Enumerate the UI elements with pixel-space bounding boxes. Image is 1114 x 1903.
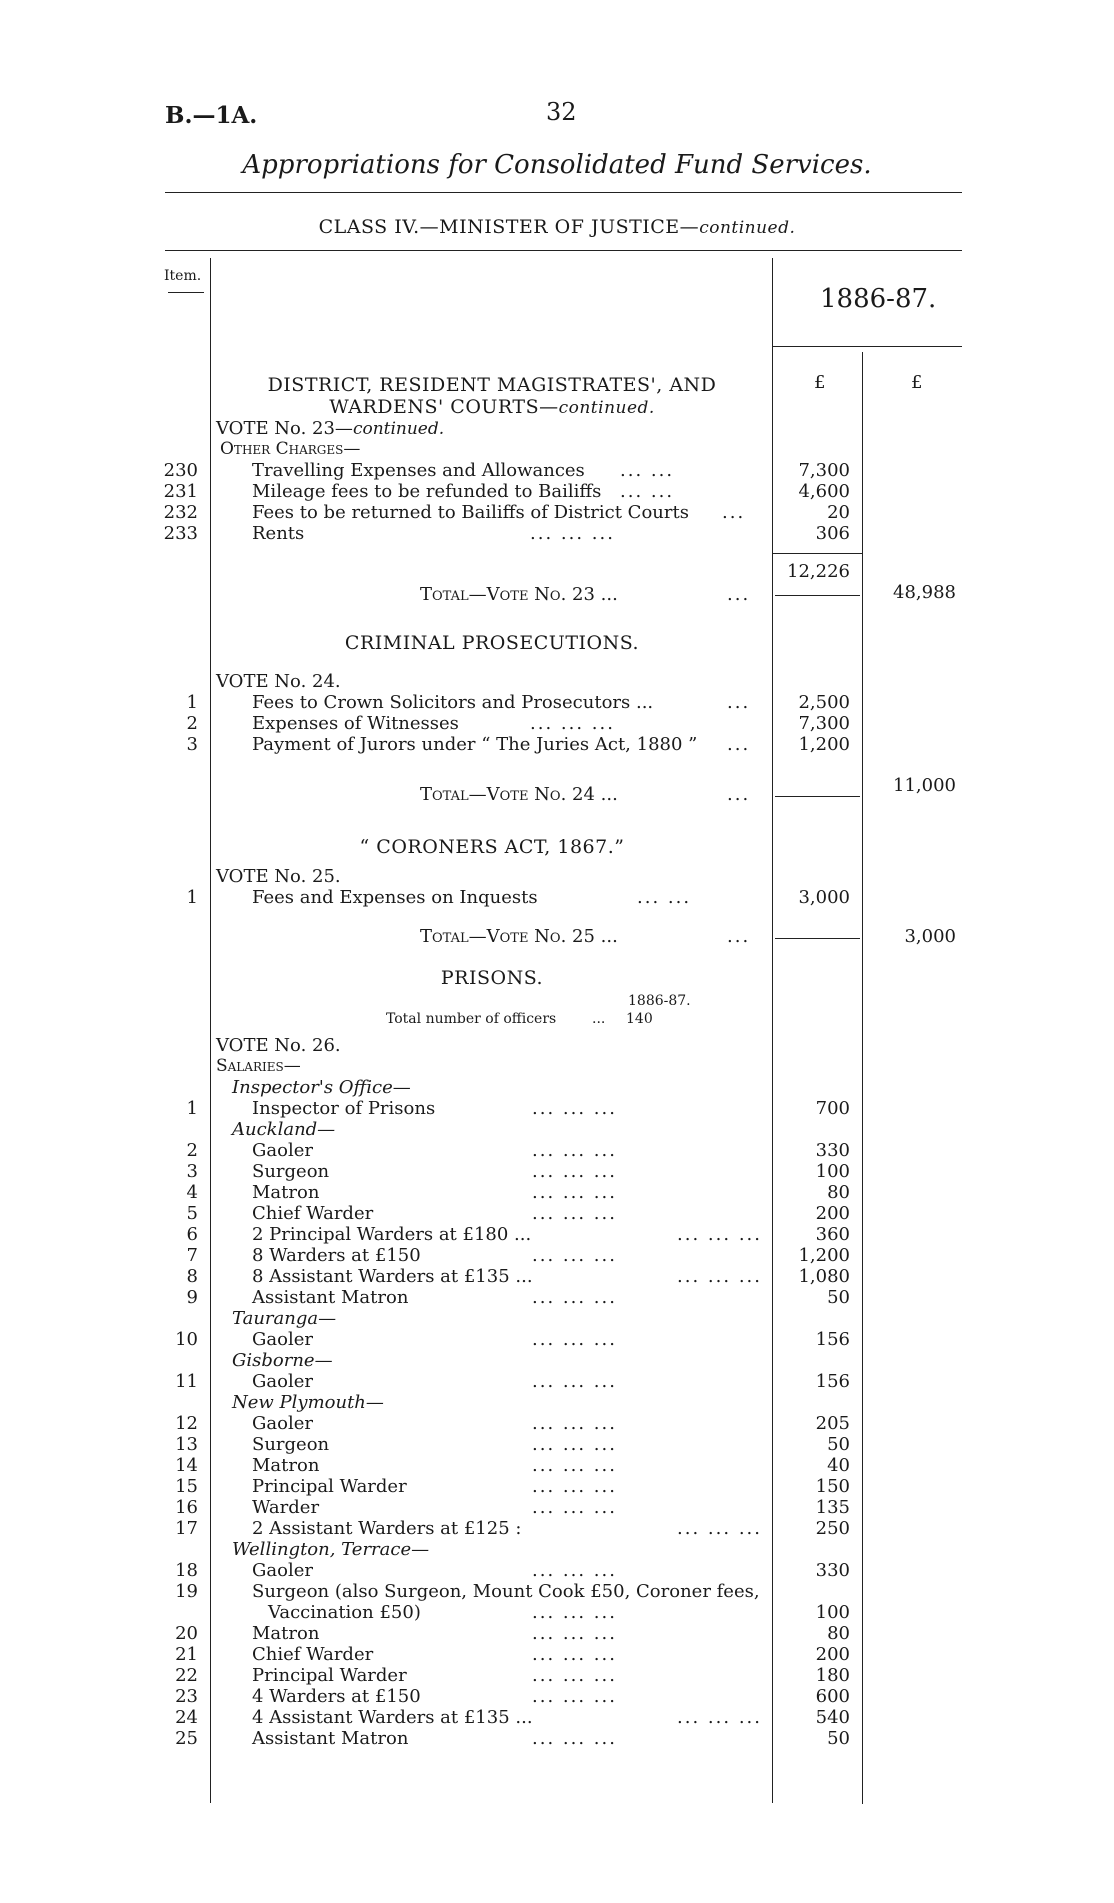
leader-dots: ... ... [637, 887, 692, 908]
item-amount: 156 [815, 1329, 850, 1350]
vote-23-total: 48,988 [893, 582, 956, 603]
item-amount: 156 [815, 1371, 850, 1392]
item-description: 4 Warders at £150 [252, 1686, 421, 1707]
leader-dots: ... ... ... [532, 1476, 617, 1497]
item-number: 1 [186, 1098, 198, 1119]
prisons-heading: PRISONS. [440, 967, 544, 989]
item-amount: 100 [815, 1602, 850, 1623]
table-row [0, 1644, 1114, 1665]
item-number: 21 [175, 1644, 198, 1665]
item-number: 11 [175, 1371, 198, 1392]
item-description: 8 Assistant Warders at £135 ... [252, 1266, 533, 1287]
subtotal-underline [775, 595, 860, 596]
item-number: 230 [163, 460, 198, 481]
table-row [0, 1203, 1114, 1224]
leader-dots: ... ... ... [532, 1623, 617, 1644]
leader-dots: ... ... ... [532, 1686, 617, 1707]
table-row [0, 1161, 1114, 1182]
item-description: Travelling Expenses and Allowances [252, 460, 585, 481]
group-auckland: Auckland— [232, 1119, 336, 1140]
document-code: B.—1A. [165, 102, 258, 129]
subtotal-rule [772, 553, 862, 554]
leader-dots: ... ... ... [532, 1329, 617, 1350]
item-amount: 1,080 [798, 1266, 850, 1287]
item-description: Assistant Matron [252, 1287, 409, 1308]
table-row [0, 1707, 1114, 1728]
page-title: Appropriations for Consolidated Fund Services. [242, 150, 872, 180]
leader-dots: ... ... ... [530, 523, 615, 544]
item-description: Gaoler [252, 1413, 313, 1434]
item-number: 10 [175, 1329, 198, 1350]
table-row [0, 502, 1114, 523]
table-row [0, 1413, 1114, 1434]
table-row [0, 1560, 1114, 1581]
year-header-rule [772, 346, 962, 347]
item-amount: 50 [827, 1728, 850, 1749]
item-number: 17 [175, 1518, 198, 1539]
table-row [0, 692, 1114, 713]
item-number: 14 [175, 1455, 198, 1476]
item-description: Principal Warder [252, 1665, 407, 1686]
table-row [0, 1728, 1114, 1749]
item-description: Gaoler [252, 1140, 313, 1161]
item-number: 22 [175, 1665, 198, 1686]
table-row [0, 460, 1114, 481]
leader-dots: ... ... ... [532, 1455, 617, 1476]
item-number: 1 [186, 692, 198, 713]
table-row [0, 1602, 1114, 1623]
item-description: Rents [252, 523, 305, 544]
item-amount: 40 [827, 1455, 850, 1476]
item-amount: 1,200 [798, 734, 850, 755]
item-amount: 50 [827, 1434, 850, 1455]
leader-dots: ... ... ... [530, 713, 615, 734]
item-number: 20 [175, 1623, 198, 1644]
item-description: Matron [252, 1182, 320, 1203]
table-row [0, 1266, 1114, 1287]
group-new-plymouth: New Plymouth— [232, 1392, 384, 1413]
leader-dots: ... ... ... [532, 1497, 617, 1518]
item-amount: 1,200 [798, 1245, 850, 1266]
table-row [0, 887, 1114, 908]
leader-dots: ... [727, 692, 751, 713]
item-description: Mileage fees to be refunded to Bailiffs [252, 481, 602, 502]
item-amount: 306 [815, 523, 850, 544]
leader-dots: ... ... ... [532, 1287, 617, 1308]
salaries-label: Salaries— [216, 1056, 301, 1076]
leader-dots: ... ... ... [532, 1161, 617, 1182]
item-column-header: Item. [164, 268, 202, 284]
item-number: 15 [175, 1476, 198, 1497]
item-number: 2 [186, 1140, 198, 1161]
item-amount: 200 [815, 1644, 850, 1665]
courts-heading-line1: DISTRICT, RESIDENT MAGISTRATES', AND [267, 374, 717, 396]
item-description: Matron [252, 1455, 320, 1476]
item-number: 232 [163, 502, 198, 523]
leader-dots: ... ... ... [677, 1224, 762, 1245]
item-description: Fees to Crown Solicitors and Prosecutors ... [252, 692, 654, 713]
leader-dots: ... ... ... [532, 1560, 617, 1581]
table-row [0, 1434, 1114, 1455]
item-description: Payment of Jurors under “ The Juries Act, 1880 ” [252, 734, 698, 755]
leader-dots: ... ... ... [532, 1245, 617, 1266]
table-row [0, 1581, 1114, 1602]
item-description: Principal Warder [252, 1476, 407, 1497]
table-row [0, 1455, 1114, 1476]
item-number: 18 [175, 1560, 198, 1581]
item-number: 25 [175, 1728, 198, 1749]
item-description: Fees to be returned to Bailiffs of District Courts [252, 502, 689, 523]
item-number: 19 [175, 1581, 198, 1602]
vote-24-label: VOTE No. 24. [216, 671, 341, 692]
leader-dots: ... ... ... [532, 1140, 617, 1161]
table-row [0, 1182, 1114, 1203]
item-amount: 20 [827, 502, 850, 523]
other-charges-label: Other Charges— [220, 439, 361, 459]
table-row [0, 1287, 1114, 1308]
vote-23-subtotal: 12,226 [787, 561, 850, 582]
item-number: 4 [186, 1182, 198, 1203]
item-description: Warder [252, 1497, 320, 1518]
item-header-underline [168, 292, 204, 293]
item-description: Gaoler [252, 1371, 313, 1392]
item-amount: 2,500 [798, 692, 850, 713]
leader-dots: ... [727, 734, 751, 755]
item-number: 16 [175, 1497, 198, 1518]
officers-label: Total number of officers [386, 1011, 557, 1027]
table-row [0, 1518, 1114, 1539]
table-row [0, 1245, 1114, 1266]
group-gisborne: Gisborne— [232, 1350, 333, 1371]
item-description: 2 Assistant Warders at £125 : [252, 1518, 522, 1539]
item-amount: 80 [827, 1182, 850, 1203]
item-number: 1 [186, 887, 198, 908]
table-row [0, 1329, 1114, 1350]
item-amount: 360 [815, 1224, 850, 1245]
officers-year: 1886-87. [628, 993, 691, 1009]
courts-heading-line2: WARDENS' COURTS—continued. [329, 396, 655, 418]
item-number: 12 [175, 1413, 198, 1434]
item-description: Expenses of Witnesses [252, 713, 459, 734]
item-description: Surgeon [252, 1161, 330, 1182]
table-row [0, 1623, 1114, 1644]
item-amount: 7,300 [798, 460, 850, 481]
table-row [0, 481, 1114, 502]
item-description: Gaoler [252, 1560, 313, 1581]
item-number: 6 [186, 1224, 198, 1245]
leader-dots: ... ... ... [532, 1413, 617, 1434]
item-amount: 250 [815, 1518, 850, 1539]
leader-dots: ... ... [620, 460, 675, 481]
table-row [0, 1686, 1114, 1707]
item-number: 7 [186, 1245, 198, 1266]
item-amount: 4,600 [798, 481, 850, 502]
item-description: Surgeon [252, 1434, 330, 1455]
item-description: Vaccination £50) [268, 1602, 421, 1623]
group-inspector: Inspector's Office— [232, 1077, 411, 1098]
leader-dots: ... ... ... [532, 1203, 617, 1224]
item-amount: 330 [815, 1140, 850, 1161]
item-description: Surgeon (also Surgeon, Mount Cook £50, Coroner fees, [252, 1581, 760, 1602]
leader-dots: ... ... ... [677, 1707, 762, 1728]
item-description: Fees and Expenses on Inquests [252, 887, 538, 908]
table-row [0, 1665, 1114, 1686]
vote-24-total-label: Total—Vote No. 24 ... [420, 784, 618, 805]
item-number: 23 [175, 1686, 198, 1707]
vote-23-total-label: Total—Vote No. 23 ... [420, 584, 618, 605]
class-title: CLASS IV.—MINISTER OF JUSTICE—continued. [318, 216, 796, 238]
item-description: 8 Warders at £150 [252, 1245, 421, 1266]
table-row [0, 1371, 1114, 1392]
vote-24-total-dots: ... [727, 784, 751, 805]
page-number: 32 [546, 98, 577, 126]
vote-25-label: VOTE No. 25. [216, 866, 341, 887]
leader-dots: ... ... ... [532, 1371, 617, 1392]
table-row [0, 1098, 1114, 1119]
item-description: Inspector of Prisons [252, 1098, 436, 1119]
leader-dots: ... ... ... [532, 1182, 617, 1203]
item-number: 8 [186, 1266, 198, 1287]
leader-dots: ... ... [620, 481, 675, 502]
item-amount: 3,000 [798, 887, 850, 908]
officers-count: 140 [626, 1011, 653, 1027]
item-amount: 205 [815, 1413, 850, 1434]
item-description: Gaoler [252, 1329, 313, 1350]
coroners-heading: “ CORONERS ACT, 1867.” [359, 836, 625, 858]
leader-dots: ... ... ... [532, 1728, 617, 1749]
leader-dots: ... ... ... [532, 1665, 617, 1686]
pound-symbol-1: £ [814, 372, 826, 393]
leader-dots: ... ... ... [532, 1602, 617, 1623]
table-row [0, 1224, 1114, 1245]
item-description: 2 Principal Warders at £180 ... [252, 1224, 532, 1245]
vote-24-total-rule [775, 796, 860, 797]
vote-24-total: 11,000 [893, 775, 956, 796]
item-amount: 600 [815, 1686, 850, 1707]
item-number: 13 [175, 1434, 198, 1455]
table-row [0, 1497, 1114, 1518]
item-amount: 80 [827, 1623, 850, 1644]
item-number: 24 [175, 1707, 198, 1728]
leader-dots: ... ... ... [532, 1098, 617, 1119]
criminal-heading: CRIMINAL PROSECUTIONS. [344, 632, 640, 654]
item-description: Assistant Matron [252, 1728, 409, 1749]
item-number: 3 [186, 734, 198, 755]
item-number: 9 [186, 1287, 198, 1308]
vote-25-total: 3,000 [904, 926, 956, 947]
item-amount: 540 [815, 1707, 850, 1728]
vote-25-total-dots: ... [727, 926, 751, 947]
header-rule [165, 192, 962, 193]
item-amount: 150 [815, 1476, 850, 1497]
item-number: 233 [163, 523, 198, 544]
table-row [0, 1140, 1114, 1161]
vote-23-label: VOTE No. 23—continued. [216, 418, 445, 439]
vote-26-label: VOTE No. 26. [216, 1035, 341, 1056]
item-number: 231 [163, 481, 198, 502]
group-tauranga: Tauranga— [232, 1308, 337, 1329]
vote-25-total-rule [775, 938, 860, 939]
item-number: 3 [186, 1161, 198, 1182]
item-amount: 135 [815, 1497, 850, 1518]
leader-dots: ... [722, 502, 746, 523]
leader-dots: ... ... ... [677, 1518, 762, 1539]
item-amount: 330 [815, 1560, 850, 1581]
item-amount: 180 [815, 1665, 850, 1686]
item-description: Chief Warder [252, 1644, 374, 1665]
item-number: 2 [186, 713, 198, 734]
leader-dots: ... ... ... [532, 1644, 617, 1665]
item-number: 5 [186, 1203, 198, 1224]
item-amount: 50 [827, 1287, 850, 1308]
table-top-rule [165, 250, 962, 251]
item-amount: 700 [815, 1098, 850, 1119]
item-description: 4 Assistant Warders at £135 ... [252, 1707, 533, 1728]
item-amount: 200 [815, 1203, 850, 1224]
vote-25-total-label: Total—Vote No. 25 ... [420, 926, 618, 947]
group-wellington: Wellington, Terrace— [232, 1539, 430, 1560]
pound-symbol-2: £ [911, 372, 923, 393]
table-row [0, 1476, 1114, 1497]
leader-dots: ... ... ... [532, 1434, 617, 1455]
table-row [0, 713, 1114, 734]
officers-dots: ... [592, 1011, 606, 1027]
table-row [0, 734, 1114, 755]
table-row [0, 523, 1114, 544]
year-header: 1886-87. [820, 284, 937, 314]
item-amount: 100 [815, 1161, 850, 1182]
item-description: Chief Warder [252, 1203, 374, 1224]
leader-dots: ... ... ... [677, 1266, 762, 1287]
item-amount: 7,300 [798, 713, 850, 734]
vote-23-total-dots: ... [727, 584, 751, 605]
item-description: Matron [252, 1623, 320, 1644]
